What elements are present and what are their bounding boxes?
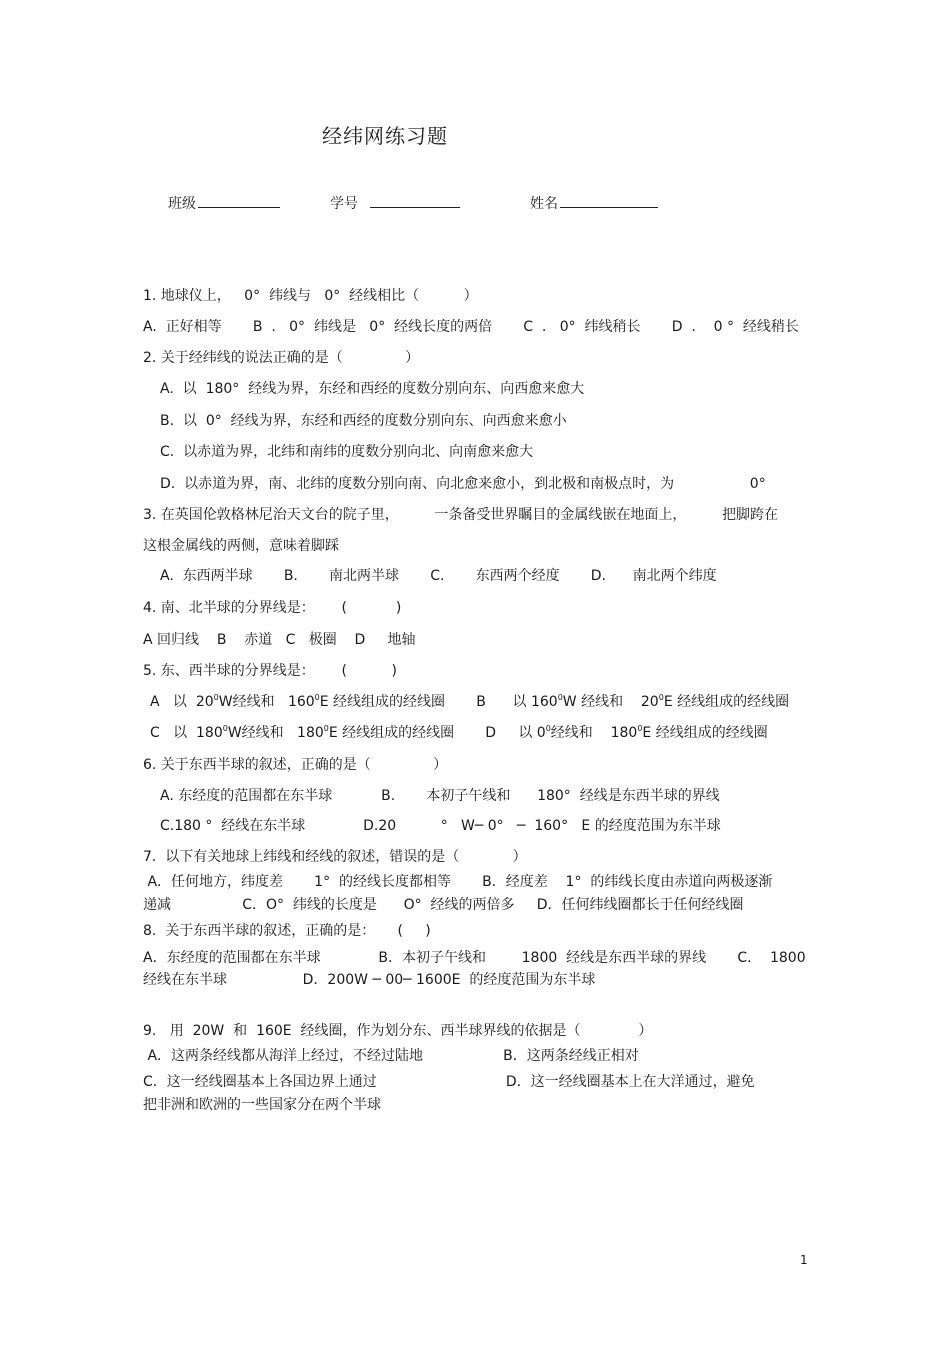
class-blank[interactable]: [198, 193, 280, 208]
question-9-options-cd: C．这一经线圈基本上各国边界上通过 D．这一经线圈基本上在大洋通过，避免: [143, 1074, 755, 1090]
question-6-options-cd: C.180 ° 经线在东半球 D.20 ° W─ 0° ─ 160° E 的经度范围为东半球: [160, 818, 721, 834]
question-9-options-cont: 把非洲和欧洲的一些国家分在两个半球: [143, 1097, 381, 1113]
page-number: 1: [800, 1253, 808, 1267]
question-2-option-d: D. 以赤道为界，南、北纬的度数分别向南、向北愈来愈小，到北极和南极点时，为 0°: [160, 476, 766, 492]
question-3-stem-cont: 这根金属线的两侧，意味着脚踩: [143, 538, 339, 554]
name-blank[interactable]: [560, 193, 658, 208]
question-5-options-cd: C 以 $180^0W$经线和 $180^0E$ 经线组成的经线圈 D 以 $0^0$经线和 $180^0E$ 经线组成的经线圈: [150, 724, 768, 741]
student-id-blank[interactable]: [370, 193, 460, 208]
question-4-stem: 4. 南、北半球的分界线是： ( ): [143, 600, 402, 616]
class-label: 班级: [168, 196, 196, 212]
name-label: 姓名: [530, 196, 558, 212]
class-field: [168, 193, 280, 213]
question-2-stem: 2. 关于经纬线的说法正确的是（ ）: [143, 350, 420, 366]
question-5-options-ab: A 以 $20^0W$经线和 $160^0E$ 经线组成的经线圈 B 以 $160^0W$ 经线和 $20^0E$ 经线组成的经线圈: [150, 693, 790, 710]
question-8-options-line1: A．东经度的范围都在东半球 B．本初子午线和 1800 经线是东西半球的界线 C． 1800: [143, 950, 806, 966]
question-1-stem: 1. 地球仪上， 0° 纬线与 0° 经线相比（ ）: [143, 288, 478, 304]
question-2-option-c: C. 以赤道为界，北纬和南纬的度数分别向北、向南愈来愈大: [160, 444, 534, 460]
question-5-stem: 5. 东、西半球的分界线是： ( ): [143, 663, 397, 679]
question-4-options: A 回归线 B 赤道 C 极圈 D 地轴: [143, 632, 416, 648]
question-9-stem: 9. 用 20W 和 160E 经线圈，作为划分东、西半球界线的依据是（ ）: [143, 1023, 653, 1039]
question-2-option-a: A. 以 180° 经线为界，东经和西经的度数分别向东、向西愈来愈大: [160, 381, 585, 397]
page-title: 经纬网练习题: [322, 124, 448, 148]
question-6-stem: 6. 关于东西半球的叙述，正确的是（ ）: [143, 757, 448, 773]
name-field: [530, 193, 658, 213]
question-9-options-ab: A．这两条经线都从海洋上经过，不经过陆地 B．这两条经线正相对: [143, 1048, 639, 1064]
question-8-options-line2: 经线在东半球 D．200W ─ 00─ 1600E 的经度范围为东半球: [143, 972, 596, 988]
question-1-options: A. 正好相等 B . 0° 纬线是 0° 经线长度的两倍 C . 0° 纬线稍长 D . 0 ° 经线稍长: [143, 319, 799, 335]
student-id-field: [330, 193, 460, 213]
student-id-label: 学号: [330, 196, 358, 212]
question-3-stem: 3. 在英国伦敦格林尼治天文台的院子里， 一条备受世界瞩目的金属线嵌在地面上， 把脚跨在: [143, 507, 779, 523]
question-7-stem: 7. 以下有关地球上纬线和经线的叙述，错误的是（ ）: [143, 849, 527, 865]
question-7-options-line1: A．任何地方，纬度差 1° 的经线长度都相等 B．经度差 1° 的纬线长度由赤道向两极逐渐: [143, 874, 773, 890]
question-7-options-line2: 递减 C．O° 纬线的长度是 O° 经线的两倍多 D．任何纬线圈都长于任何经线圈: [143, 897, 744, 913]
question-6-options-ab: A. 东经度的范围都在东半球 B. 本初子午线和 180° 经线是东西半球的界线: [160, 788, 720, 804]
question-3-options: A. 东西两半球 B. 南北两半球 C. 东西两个经度 D. 南北两个纬度: [160, 568, 717, 584]
question-8-stem: 8. 关于东西半球的叙述，正确的是： ( ): [143, 923, 431, 939]
question-2-option-b: B. 以 0° 经线为界，东经和西经的度数分别向东、向西愈来愈小: [160, 413, 567, 429]
